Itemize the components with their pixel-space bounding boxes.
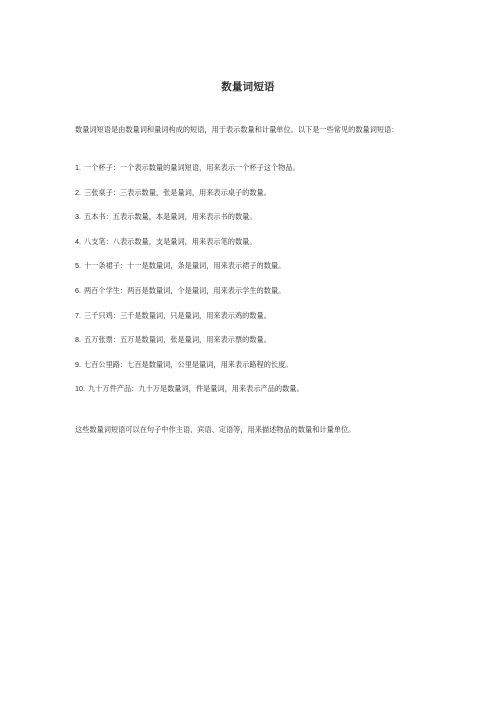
list-item-number: 9. (75, 359, 81, 369)
list-item-text: 七百公里路：七百是数量词，公里是量词，用来表示路程的长度。 (84, 359, 293, 369)
list-item (75, 237, 437, 247)
list-item-text: 十一条裙子：十一是数量词，条是量词，用来表示裙子的数量。 (84, 261, 286, 271)
list-item (75, 360, 437, 370)
list-item-text: 三张桌子：三表示数量，张是量词，用来表示桌子的数量。 (84, 187, 271, 197)
page-title: 数量词短语 (221, 81, 275, 93)
intro-paragraph: 数量词短语是由数量词和量词构成的短语，用于表示数量和计量单位。以下是一些常见的数量词短语： (75, 125, 399, 134)
list-item-number: 2. (75, 187, 81, 197)
list-item-number: 7. (75, 310, 81, 320)
list-item-number: 1. (75, 163, 81, 172)
list-item-text: 九十万件产品：九十万是数量词，件是量词，用来表示产品的数量。 (88, 384, 304, 394)
list-item-text: 八支笔：八表示数量，支是量词，用来表示笔的数量。 (84, 236, 257, 246)
list-item-number: 3. (75, 212, 81, 222)
list-item-text: 三千只鸡：三千是数量词，只是量词，用来表示鸡的数量。 (84, 310, 271, 320)
list-item-number: 8. (75, 335, 81, 345)
list-item (75, 188, 437, 198)
closing-paragraph: 这些数量词短语可以在句子中作主语、宾语、定语等，用来描述物品的数量和计量单位。 (75, 425, 356, 434)
list-item (75, 212, 437, 222)
list-item-number: 6. (75, 285, 81, 295)
list-item (75, 335, 437, 345)
list-item-text: 两百个学生：两百是数量词，个是量词，用来表示学生的数量。 (84, 285, 286, 295)
list-item-number: 10. (75, 384, 85, 394)
list-item-number: 5. (75, 261, 81, 271)
list-item-text: 五万张票：五万是数量词，张是量词，用来表示票的数量。 (84, 335, 271, 345)
list-item (75, 286, 437, 296)
list-item-number: 4. (75, 236, 81, 246)
list-item-text: 一个杯子：一个表示数量的量词短语，用来表示一个杯子这个物品。 (84, 163, 300, 172)
list-item (75, 384, 437, 394)
phrase-list (75, 163, 437, 409)
list-item (75, 261, 437, 271)
list-item (75, 311, 437, 321)
list-item (75, 163, 437, 173)
list-item-text: 五本书：五表示数量，本是量词，用来表示书的数量。 (84, 212, 257, 222)
